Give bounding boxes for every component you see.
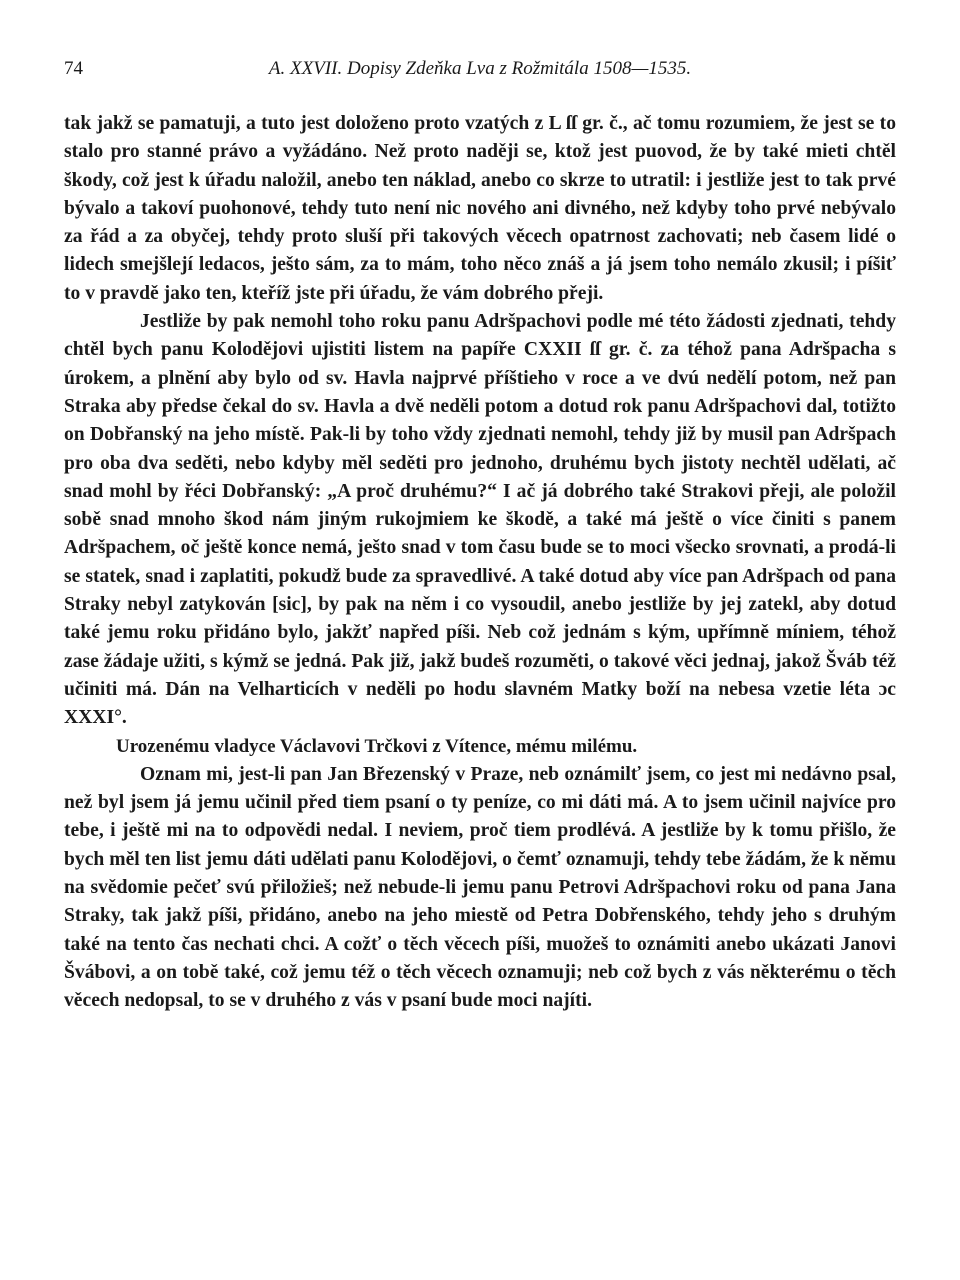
running-title: A. XXVII. Dopisy Zdeňka Lva z Rožmitála 1508—1535. bbox=[268, 58, 692, 79]
paragraph-continuation: tak jakž se pamatuji, a tuto jest doloženo proto vzatých z L ſſ gr. č., ač tomu rozumiem, že jest se to stalo pro stanné právo a vyžádáno. Než proto naději se, ktož jest puovod, že by také mieti chtěl škody, což jest k úřadu naložil, anebo ten náklad, anebo co skrze to utratil: i jestliže jest to tak prvé bývalo a takoví puohonové, tehdy tuto není nic nového ani divného, než kdyby toho prvé nebývalo za řád a za obyčej, tehdy proto sluší při takových věcech opatrnost zachovati; neb časem lidé o lidech smejšlejí ledacos, ješto sám, za to mám, toho něco znáš a já jsem toho nemálo zkusil; i píšiť to v pravdě jako ten, kteříž jste při úřadu, že vám dobrého přeji. bbox=[64, 113, 896, 304]
paragraph-oznam: Oznam mi, jest-li pan Jan Březenský v Praze, neb oznámilť jsem, co jest mi nedávno psal, než byl jsem já jemu učinil před tiem psaní o ty peníze, co mi dáti má. A to jsem učinil najvíce pro tebe, i ještě mi na to odpovědi nedal. I neviem, proč tiem prodlévá. A jestliže by k tomu přišlo, že bych měl ten list jemu dáti udělati panu Kolodějovi, o čemť oznamuji, tehdy tebe žádám, že k němu na svědomie pečeť svú přiložieš; než nebude-li jemu panu Petrovi Adršpachovi roku od pana Jana Straky, tak jakž píši, přidáno, anebo na jeho miestě od Petra Dobřenského, tehdy jeho s druhým také na tento čas nechati chci. A cožť o těch věcech píši, muožeš to oznámiti anebo ukázati Janovi Švábovi, a on tobě také, což jemu též o těch věcech oznamuji; neb což bych z vás některému o těch věcech nedopsal, to se v druhého z vás v psaní bude moci najíti. bbox=[64, 763, 896, 1012]
page-header bbox=[64, 58, 896, 88]
paragraph-jestlize: Jestliže by pak nemohl toho roku panu Adršpachovi podle mé této žádosti zjednati, tehdy chtěl bych panu Kolodějovi ujistiti listem na papíře CXXII ſſ gr. č. za téhož pana Adršpacha s úrokem, a plnění aby bylo od sv. Havla najprvé příštieho v roce a ve dvú nedělí potom, než pan Straka aby předse čekal do sv. Havla a dvě neděli potom a dotud rok panu Adršpachovi dal, totižto on Dobřanský na jeho místě. Pak-li by toho vždy zjednati nemohl, tehdy již by musil pan Adršpach pro oba dva seděti, nebo kdyby měl seděti pro jednoho, druhému bych jistoty nechtěl udělati, ač snad mohl by řéci Dobřanský: „A proč druhému?“ I ač já dobrého také Strakovi přeji, ale položil sobě snad mnoho škod nám jiným rukojmiem ke škodě, a také má ještě o více činiti s panem Adršpachem, oč ještě konce nemá, ješto snad v tom času bude se to moci všecko srovnati, a prodá-li se statek, snad i zaplatiti, pokudž bude za spravedlivé. A také dotud aby více pan Adršpach od pana Straky nebyl zatykován [sic], by pak na něm i co vysoudil, anebo jestliže by jej zatekl, aby dotud také jemu roku přidáno bylo, jakžť napřed píši. Neb což jednám s kým, upřímně míniem, téhož zase žádaje užiti, s kýmž se jedná. Pak již, jakž budeš rozuměti, o takové věci jednaj, jakož Šváb též učiniti má. Dán na Velharticích v neděli po hodu slavném Matky boží na nebesa vzetie léta ɔc XXXI°. bbox=[64, 311, 896, 729]
letter-address: Urozenému vladyce Václavovi Trčkovi z Vítence, mému milému. bbox=[116, 735, 638, 757]
page-number: 74 bbox=[64, 58, 83, 79]
page-body bbox=[64, 110, 896, 1016]
